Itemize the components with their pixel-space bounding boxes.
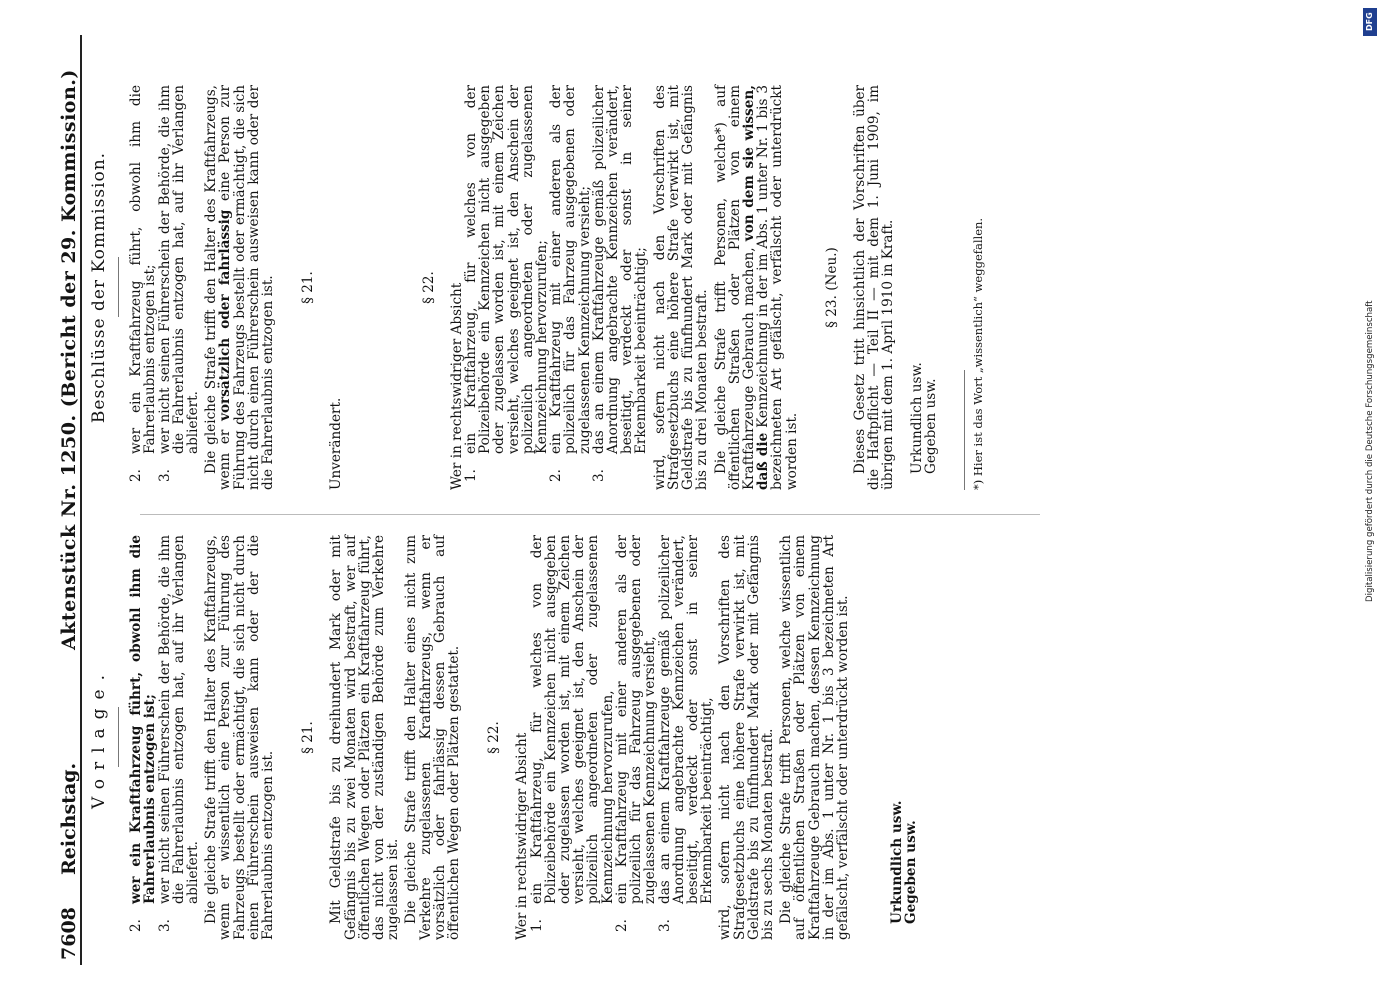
item-number: 2. bbox=[548, 469, 565, 482]
closing-line: Gegeben usw. bbox=[922, 378, 939, 474]
section-heading: § 22. bbox=[420, 271, 437, 304]
reichstag-label: Reichstag. bbox=[58, 762, 80, 875]
item-text: ein Kraftfahrzeug mit einer anderen als der polizeilich für das Fahrzeug ausgegebenen oder zugelassenen Kennzeichnung versieht; bbox=[548, 85, 593, 454]
item-number: 2. bbox=[128, 469, 145, 482]
page-number: 7608 bbox=[58, 907, 80, 960]
item-number: 3. bbox=[656, 919, 673, 932]
closing-line: Urkundlich usw. bbox=[908, 362, 925, 474]
list-item bbox=[464, 85, 549, 490]
item-number: 1. bbox=[528, 919, 545, 932]
paragraph: wird, sofern nicht nach den Vorschriften des Strafgesetzbuchs eine höhere Strafe verwirkt ist, mit Geldstrafe bis zu fünfhundert Mark oder mit Gefängnis bis zu drei Monaten bestraft. bbox=[651, 85, 711, 490]
column-heading: Beschlüsse der Kommission. bbox=[89, 151, 109, 424]
page-header bbox=[58, 40, 78, 960]
section-heading: § 23. (Neu.) bbox=[823, 247, 840, 328]
item-text: ein Kraftfahrzeug, für welches von der Polizeibehörde ein Kennzeichen nicht ausgegeben oder zugelassen worden ist, mit einem Zeichen versieht, welches geeignet ist, den Anschein der polizeilich angeordneten oder zugelassenen Kennzeichnung hervorzurufen, bbox=[528, 535, 616, 904]
item-number: 2. bbox=[613, 919, 630, 932]
emphasis-text: vorsätzlich oder fahrlässig bbox=[217, 209, 234, 421]
paragraph: Die gleiche Strafe trifft Personen, welche wissentlich auf öffentlichen Straßen oder Plätzen von einem Kraftfahrzeuge Gebrauch machen, dessen Kennzeichnung in der im Abs. 1 unter Nr. 1 bis 3 bezeichneten Art gefälscht, verfälscht oder unterdrückt worden ist. bbox=[778, 535, 851, 940]
paragraph: Dieses Gesetz tritt hinsichtlich der Vorschriften über die Haftpflicht — Teil II — mit dem 1. Juni 1909, im übrigen mit dem 1. April 1910 in Kraft. bbox=[851, 85, 897, 490]
paragraph bbox=[714, 85, 799, 490]
item-text: ein Kraftfahrzeug, für welches von der Polizeibehörde ein Kennzeichen nicht ausgegeben oder zugelassen worden ist, mit einem Zeichen versieht, welches geeignet ist, den Anschein der polizeilich angeordneten oder zugelassenen Kennzeichnung hervorzurufen; bbox=[463, 85, 551, 454]
paragraph: Die gleiche Strafe trifft den Halter eines nicht zum Verkehre zugelassenen Kraftfahrzeugs, wenn er vorsätzlich oder fahrlässig dessen Gebrauch auf öffentlichen Wegen oder Plätzen gestattet. bbox=[403, 535, 463, 940]
paragraph: Wer in rechtswidriger Absicht bbox=[514, 732, 531, 940]
text-run: Die gleiche Strafe trifft den Halter des Kraftfahrzeugs, wenn er bbox=[203, 85, 234, 490]
divider bbox=[118, 708, 119, 768]
item-number: 2. bbox=[128, 919, 145, 932]
item-text: wer nicht seinen Führerschein der Behörde, die ihm die Fahrerlaubnis entzogen hat, auf ihr Verlangen abliefert. bbox=[156, 85, 202, 454]
column-heading: Vorlage. bbox=[89, 666, 109, 809]
footnote-rule bbox=[964, 370, 965, 490]
list-item bbox=[658, 535, 715, 940]
item-text: wer nicht seinen Führerschein der Behörde, die ihm die Fahrerlaubnis entzogen hat, auf ihr Verlangen abliefert. bbox=[156, 535, 202, 904]
paragraph bbox=[204, 85, 275, 490]
text-run: eine Person zur Führung des Fahrzeugs bestellt oder ermächtigt, die sich nicht durch einen Führerschein ausweisen kann oder der die Fahrerlaubnis entzogen ist. bbox=[217, 85, 277, 490]
item-number: 3. bbox=[156, 919, 173, 932]
section-heading: § 21. bbox=[300, 271, 317, 304]
column-vorlage bbox=[89, 535, 920, 940]
document-title: Aktenstück Nr. 1250. (Bericht der 29. Kommission.) bbox=[58, 69, 80, 650]
column-beschluesse bbox=[89, 85, 985, 490]
list-item bbox=[549, 85, 592, 490]
list-item bbox=[129, 535, 157, 940]
item-text: das an einem Kraftfahrzeuge gemäß polizeilicher Anordnung angebrachte Kennzeichen verändert, beseitigt, verdeckt oder sonst in seiner Erkennbarkeit beeinträchtigt, bbox=[656, 535, 716, 904]
item-text: das an einem Kraftfahrzeuge gemäß polizeilicher Anordnung angebrachte Kennzeichen verändert, beseitigt, verdeckt oder sonst in seiner Erkennbarkeit beeinträchtigt; bbox=[590, 85, 650, 454]
emphasis-text: von dem sie wissen, daß die bbox=[740, 85, 772, 490]
item-number: 1. bbox=[463, 469, 480, 482]
text-run: Die gleiche Strafe trifft Personen, welche*) auf öffentlichen Straßen oder Plätzen von einem Kraftfahrzeuge Gebrauch machen, bbox=[712, 85, 757, 490]
list-item bbox=[530, 535, 615, 940]
dfg-logo: DFG bbox=[1363, 8, 1377, 36]
paragraph: Unverändert. bbox=[328, 397, 345, 490]
paragraph: wird, sofern nicht nach den Vorschriften des Strafgesetzbuchs eine höhere Strafe verwirkt ist, mit Geldstrafe bis zu fünfhundert Mark oder mit Gefängnis bis zu sechs Monaten bestraft. bbox=[717, 535, 776, 940]
list-item bbox=[158, 535, 201, 940]
closing-line: Gegeben usw. bbox=[903, 820, 920, 924]
funding-note: Digitalisierung gefördert durch die Deutsche Forschungsgemeinschaft bbox=[1365, 300, 1375, 602]
item-text: ein Kraftfahrzeug mit einer anderen als der polizeilich für das Fahrzeug ausgegebenen oder zugelassenen Kennzeichnung versieht, bbox=[613, 535, 659, 904]
paragraph: Wer in rechtswidriger Absicht bbox=[448, 282, 465, 490]
header-rule bbox=[80, 35, 82, 965]
list-item bbox=[592, 85, 649, 490]
footnote: *) Hier ist das Wort „wissentlich“ weggefallen. bbox=[970, 217, 985, 490]
item-number: 3. bbox=[156, 469, 173, 482]
paragraph: Die gleiche Strafe trifft den Halter des Kraftfahrzeugs, wenn er wissentlich eine Person zur Führung des Fahrzeugs bestellt oder ermächtigt, die sich nicht durch einen Führerschein ausweisen kann oder der die Fahrerlaubnis entzogen ist. bbox=[203, 535, 277, 940]
section-heading: § 22. bbox=[486, 721, 503, 754]
divider bbox=[118, 258, 119, 318]
digitization-sidebar bbox=[1363, 8, 1377, 998]
paragraph: Mit Geldstrafe bis zu dreihundert Mark oder mit Gefängnis bis zu zwei Monaten wird bestraft, wer auf öffentlichen Wegen oder Plätzen ein Kraftfahrzeug führt, das nicht von der zuständigen Behörde zum Verkehre zugelassen ist. bbox=[328, 535, 402, 940]
column-separator bbox=[140, 514, 1040, 515]
item-number: 3. bbox=[590, 469, 607, 482]
list-item bbox=[615, 535, 658, 940]
closing-line: Urkundlich usw. bbox=[889, 800, 906, 924]
list-item bbox=[129, 85, 157, 490]
item-text: wer ein Kraftfahrzeug führt, obwohl ihm die Fahrerlaubnis entzogen ist; bbox=[128, 85, 159, 454]
list-item bbox=[158, 85, 201, 490]
section-heading: § 21. bbox=[300, 721, 317, 754]
item-text: wer ein Kraftfahrzeug führt, obwohl ihm die Fahrerlaubnis entzogen ist; bbox=[128, 535, 159, 904]
text-run: Kennzeichnung in der im Abs. 1 unter Nr. 1 bis 3 bezeichneten Art gefälscht, verfälscht oder unterdrückt worden ist. bbox=[755, 85, 800, 490]
